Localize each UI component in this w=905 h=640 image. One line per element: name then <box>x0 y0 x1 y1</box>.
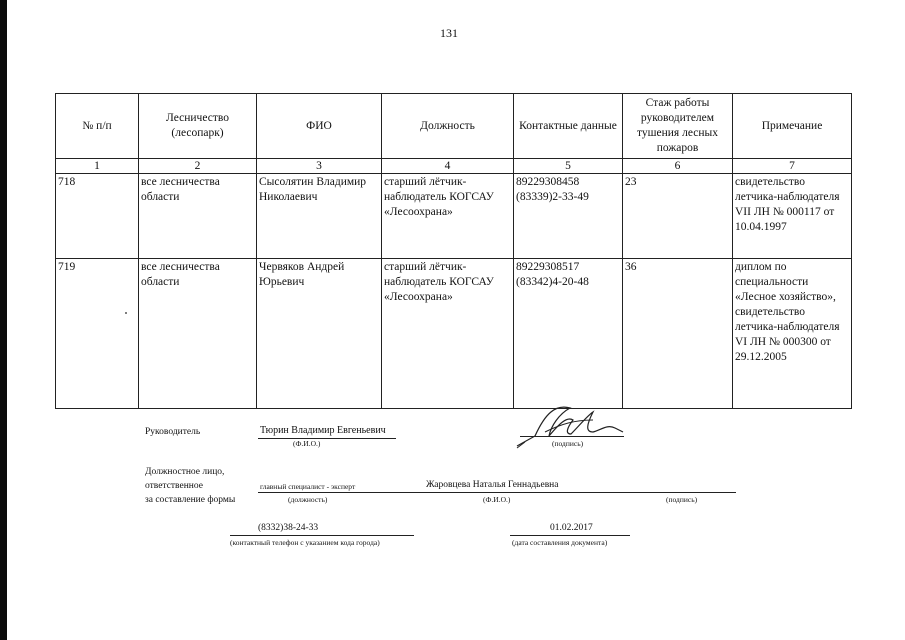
header-forestry: Лесничество (лесопарк) <box>139 94 257 159</box>
responsible-label-1: Должностное лицо, <box>145 467 225 477</box>
pilots-table <box>55 93 852 409</box>
cell-fio: Червяков Андрей Юрьевич <box>257 259 382 409</box>
column-number: 3 <box>257 159 382 174</box>
responsible-name: Жаровцева Наталья Геннадьевна <box>426 480 559 490</box>
table-row <box>56 174 852 259</box>
cell-note: свидетельство летчика-наблюдателя VII ЛН № 000117 от 10.04.1997 <box>733 174 852 259</box>
head-name-line <box>258 438 396 439</box>
responsible-fio-caption: (Ф.И.О.) <box>483 495 511 504</box>
cell-forestry: все лесничества области <box>139 174 257 259</box>
head-label: Руководитель <box>145 427 201 437</box>
cell-fio: Сысолятин Владимир Николаевич <box>257 174 382 259</box>
column-number: 6 <box>623 159 733 174</box>
phone-line <box>230 535 414 536</box>
head-signature-line <box>520 436 624 437</box>
header-contacts: Контактные данные <box>514 94 623 159</box>
fio-caption: (Ф.И.О.) <box>293 439 321 448</box>
responsible-position: главный специалист - эксперт <box>260 482 356 491</box>
cell-experience: 23 <box>623 174 733 259</box>
cell-note: диплом по специальности «Лесное хозяйство», свидетельство летчика-наблюдателя VI ЛН № 000300 от 29.12.2005 <box>733 259 852 409</box>
header-experience: Стаж работы руководителем тушения лесных пожаров <box>623 94 733 159</box>
cell-contacts: 89229308458 (83339)2-33-49 <box>514 174 623 259</box>
date-caption: (дата составления документа) <box>512 538 608 547</box>
header-number: № п/п <box>56 94 139 159</box>
cell-contacts: 89229308517 (83342)4-20-48 <box>514 259 623 409</box>
responsible-label-3: за составление формы <box>145 495 236 505</box>
responsible-line <box>258 492 736 493</box>
cell-position: старший лётчик-наблюдатель КОГСАУ «Лесоохрана» <box>382 259 514 409</box>
head-name: Тюрин Владимир Евгеньевич <box>260 425 386 436</box>
page-number: 131 <box>440 26 458 40</box>
cell-number: 719 <box>56 259 139 409</box>
table-row <box>56 259 852 409</box>
header-position: Должность <box>382 94 514 159</box>
phone-number: (8332)38-24-33 <box>258 523 319 533</box>
column-number: 1 <box>56 159 139 174</box>
header-fio: ФИО <box>257 94 382 159</box>
cell-number: 718 <box>56 174 139 259</box>
scan-edge <box>0 0 7 640</box>
document-date: 01.02.2017 <box>550 523 593 533</box>
cell-position: старший лётчик-наблюдатель КОГСАУ «Лесоохрана» <box>382 174 514 259</box>
scan-speck <box>125 312 127 314</box>
position-caption: (должность) <box>288 495 328 504</box>
header-note: Примечание <box>733 94 852 159</box>
column-number: 2 <box>139 159 257 174</box>
date-line <box>510 535 630 536</box>
column-number: 4 <box>382 159 514 174</box>
responsible-label-2: ответственное <box>145 481 203 491</box>
table-header-row <box>56 94 852 159</box>
column-number-row <box>56 159 852 174</box>
responsible-signature-caption: (подпись) <box>666 495 698 504</box>
column-number: 5 <box>514 159 623 174</box>
cell-forestry: все лесничества области <box>139 259 257 409</box>
signature-caption: (подпись) <box>552 439 584 448</box>
cell-experience: 36 <box>623 259 733 409</box>
phone-caption: (контактный телефон с указанием кода города) <box>230 538 380 547</box>
column-number: 7 <box>733 159 852 174</box>
